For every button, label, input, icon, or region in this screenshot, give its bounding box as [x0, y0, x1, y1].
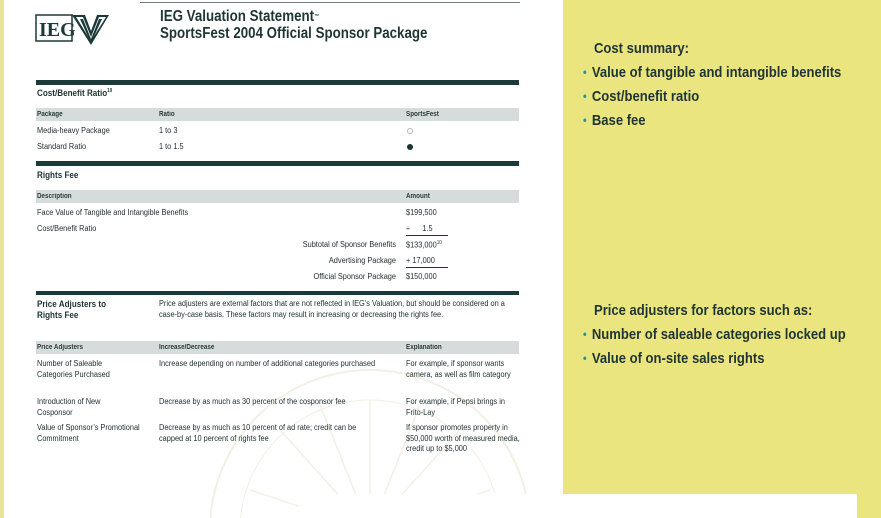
price-adjusters-heading: Price adjusters for factors such as:: [594, 302, 813, 319]
col-ratio: Ratio: [159, 111, 175, 118]
table-cell: For example, if Pepsi brings in Frito-Lay: [406, 397, 506, 417]
bullet-icon: •: [583, 113, 587, 127]
list-item: • Base fee: [583, 112, 646, 129]
table-cell: Value of Sponsor’s Promotional Commitment: [37, 423, 140, 443]
list-item: • Value of tangible and intangible benefits: [583, 64, 842, 81]
top-rule: [140, 2, 520, 3]
bullet-icon: •: [583, 65, 587, 79]
bullet-icon: •: [583, 351, 587, 365]
cost-summary-heading: Cost summary:: [594, 40, 690, 57]
advertising-label: Advertising Package: [328, 256, 396, 265]
col-increase-decrease: Increase/Decrease: [159, 344, 215, 351]
left-edge-strip: [0, 0, 4, 518]
amount-cell: $199,500: [406, 208, 437, 217]
section-band: [36, 291, 519, 295]
list-item: • Number of saleable categories locked up: [583, 326, 846, 343]
table-cell: Decrease by as much as 30 percent of the cosponsor fee: [159, 397, 346, 406]
col-explanation: Explanation: [406, 344, 442, 351]
col-description: Description: [37, 193, 72, 200]
sum-rule: [406, 235, 448, 236]
col-package: Package: [37, 111, 63, 118]
table-cell: Introduction of New Cosponsor: [37, 397, 101, 417]
unselected-dot-icon: [407, 128, 413, 134]
table-cell: Media-heavy Package: [37, 126, 110, 135]
seal-watermark: [200, 330, 540, 518]
table-cell: Cost/Benefit Ratio: [37, 224, 97, 233]
subtotal-label: Subtotal of Sponsor Benefits: [302, 240, 396, 249]
sum-rule: [406, 267, 448, 268]
amount-cell: ÷ 1.5: [406, 224, 433, 233]
advertising-amount: + 17,000: [406, 256, 435, 265]
list-item: • Value of on-site sales rights: [583, 350, 765, 367]
table-cell: 1 to 1.5: [159, 142, 184, 151]
cost-benefit-title: Cost/Benefit Ratio$^{10}$: [37, 88, 113, 98]
table-cell: If sponsor promotes property in $50,000 worth of measured media, credit up to $5,000: [406, 423, 520, 453]
document-title: IEG Valuation Statement™: [160, 8, 320, 25]
table-cell: Decrease by as much as 10 percent of ad rate; credit can be capped at 10 percent of rights fee: [159, 423, 357, 443]
section-band: [36, 80, 519, 85]
subtotal-amount: $133,000$^{10}$: [406, 240, 442, 250]
table-cell: For example, if sponsor wants camera, as well as film category: [406, 359, 511, 379]
bullet-icon: •: [583, 327, 587, 341]
table-cell: Face Value of Tangible and Intangible Benefits: [37, 208, 189, 217]
svg-text:IEG: IEG: [39, 19, 76, 41]
price-adjusters-title: Price Adjusters to Rights Fee: [37, 299, 107, 320]
col-sportsfest: SportsFest: [406, 111, 439, 118]
official-package-amount: $150,000: [406, 272, 437, 281]
section-band: [36, 161, 519, 166]
cost-benefit-header-row: [36, 108, 519, 121]
table-cell: Increase depending on number of additional categories purchased: [159, 359, 376, 368]
table-cell: Standard Ratio: [37, 142, 87, 151]
bottom-blank-box: [298, 494, 857, 518]
document-subtitle: SportsFest 2004 Official Sponsor Package: [160, 25, 428, 42]
rights-fee-header-row: [36, 190, 519, 203]
table-cell: Number of Saleable Categories Purchased: [37, 359, 110, 379]
list-item: • Cost/benefit ratio: [583, 88, 700, 105]
selected-dot-icon: [407, 144, 413, 150]
col-amount: Amount: [406, 193, 430, 200]
bullet-icon: •: [583, 89, 587, 103]
table-cell: 1 to 3: [159, 126, 178, 135]
col-price-adjusters: Price Adjusters: [37, 344, 83, 351]
official-package-label: Official Sponsor Package: [313, 272, 396, 281]
price-adjusters-intro: Price adjusters are external factors that are not reflected in IEG’s Valuation, but should be considered on a case-by-case basis. These factors may result in increasing or decreasing the rights fee.: [159, 299, 505, 319]
rights-fee-title: Rights Fee: [37, 170, 79, 180]
ieg-logo: [35, 9, 110, 47]
